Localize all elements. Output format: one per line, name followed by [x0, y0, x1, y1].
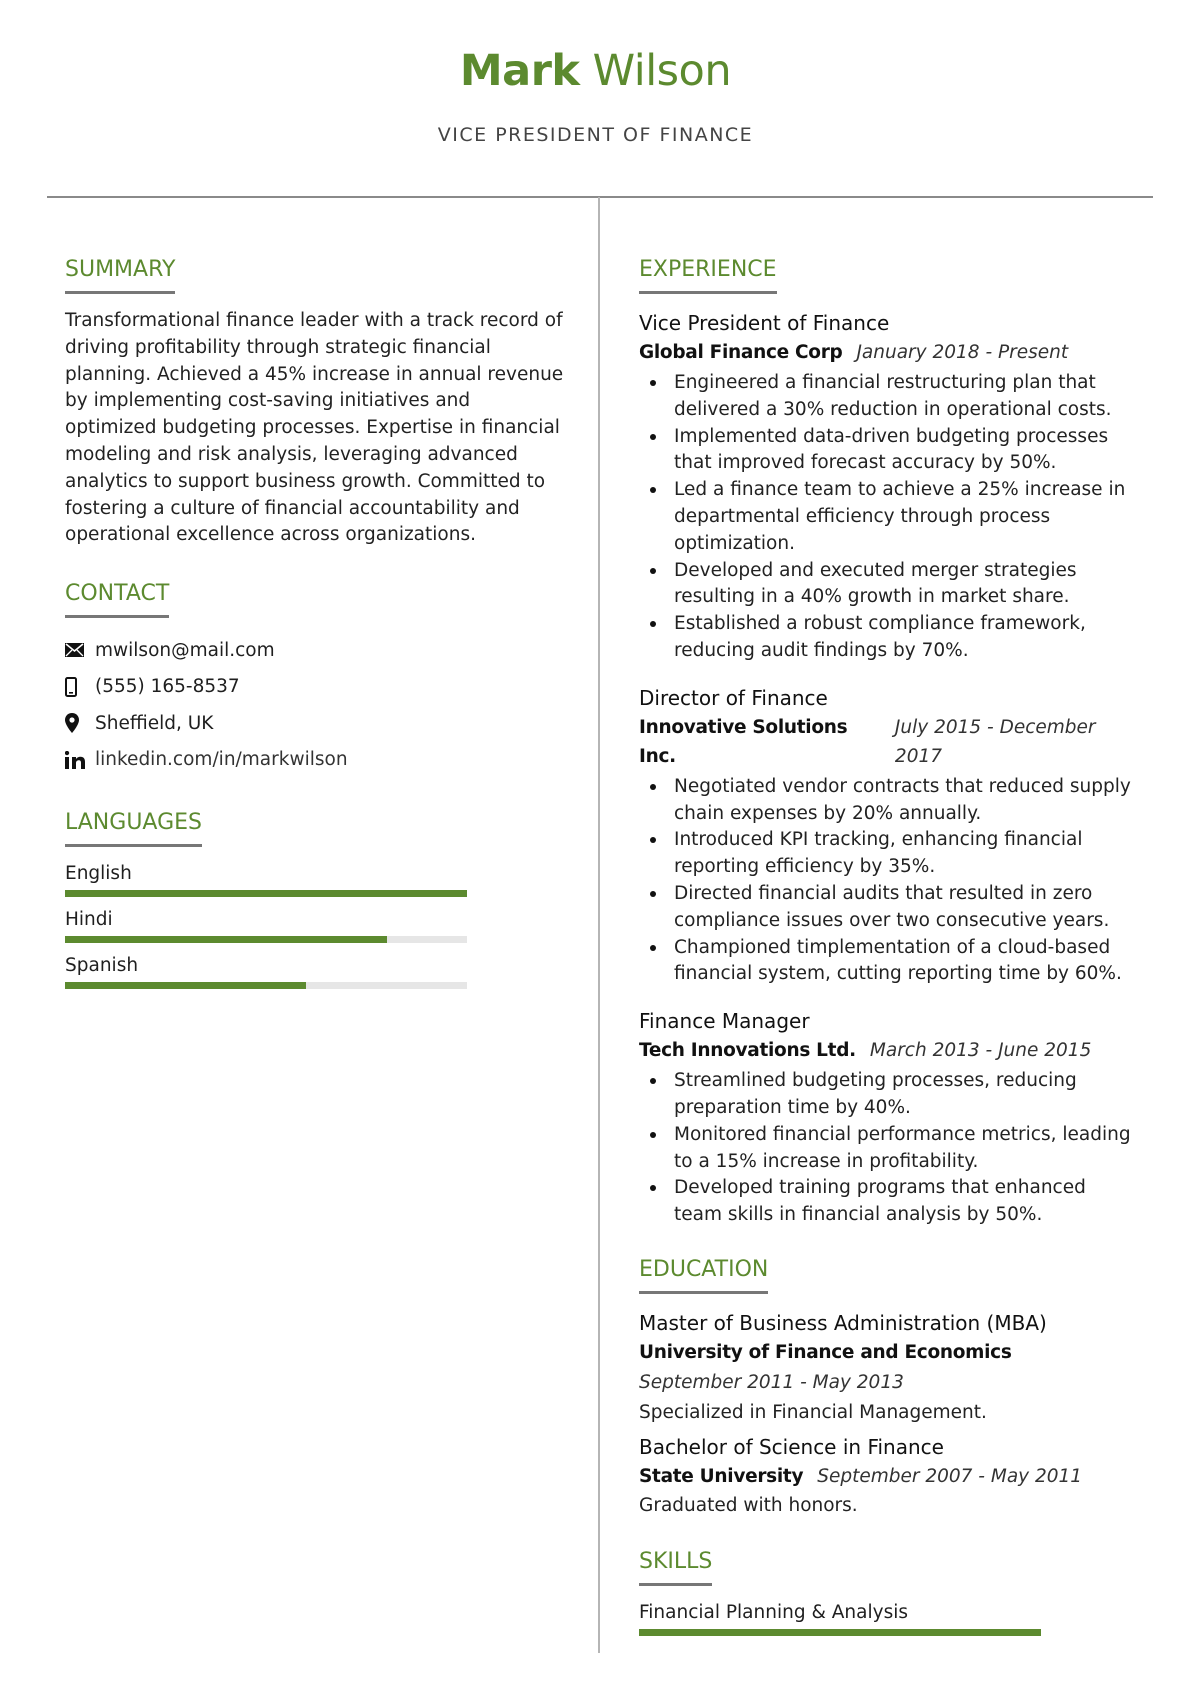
job-bullet: Negotiated vendor contracts that reduced supply chain expenses by 20% annually.	[639, 774, 1139, 828]
job-company: Innovative Solutions Inc.	[639, 716, 848, 767]
skill-name: Financial Planning & Analysis	[639, 1601, 908, 1623]
job-title-subtitle: VICE PRESIDENT OF FINANCE	[437, 124, 754, 146]
job-bullet: Championed timplementation of a cloud-based financial system, cutting reporting time by 60%.	[639, 935, 1139, 989]
languages-section	[65, 808, 565, 989]
contact-email-row	[65, 632, 565, 669]
job-dates: July 2015 - December 2017	[894, 716, 1096, 767]
header-divider	[47, 196, 1153, 198]
left-column	[65, 255, 565, 999]
job-company-line	[639, 338, 1139, 367]
education-entry	[639, 1308, 1139, 1428]
education-section	[639, 1255, 1139, 1521]
contact-phone: (555) 165-8537	[95, 676, 240, 698]
contact-location: Sheffield, UK	[95, 712, 214, 734]
column-divider	[598, 197, 600, 1653]
education-dates: September 2011 - May 2013	[639, 1371, 904, 1393]
job-bullet: Developed training programs that enhanced team skills in financial analysis by 50%.	[639, 1175, 1139, 1229]
job-title: Director of Finance	[639, 685, 828, 710]
job-company: Tech Innovations Ltd.	[639, 1040, 856, 1062]
contact-email[interactable]: mwilson@mail.com	[95, 639, 275, 661]
skills-section	[639, 1547, 1139, 1636]
language-level-bar	[65, 982, 467, 989]
language-level-fill	[65, 982, 306, 989]
education-degree: Master of Business Administration (MBA)	[639, 1310, 1047, 1335]
contact-location-row	[65, 705, 565, 742]
job-entry	[639, 1006, 1139, 1229]
education-degree: Bachelor of Science in Finance	[639, 1434, 944, 1459]
education-dates: September 2007 - May 2011	[817, 1465, 1083, 1487]
candidate-name	[0, 46, 1191, 96]
language-item	[65, 953, 565, 989]
job-bullet: Established a robust compliance framework, reducing audit findings by 70%.	[639, 611, 1139, 665]
language-item	[65, 861, 565, 897]
experience-heading: EXPERIENCE	[639, 255, 777, 294]
job-entry	[639, 308, 1139, 665]
job-bullet: Engineered a financial restructuring plan that delivered a 30% reduction in operational costs.	[639, 370, 1139, 424]
job-company-line	[639, 1036, 1139, 1065]
location-pin-icon	[65, 713, 95, 733]
job-bullet: Monitored financial performance metrics, leading to a 15% increase in profitability.	[639, 1122, 1139, 1176]
job-dates: March 2013 - June 2015	[869, 1040, 1092, 1062]
skill-item	[639, 1600, 1139, 1636]
job-bullets	[639, 1068, 1139, 1229]
education-school: University of Finance and Economics	[639, 1341, 1012, 1363]
skill-level-fill	[639, 1629, 1041, 1636]
language-level-bar	[65, 936, 467, 943]
job-bullet: Streamlined budgeting processes, reducing preparation time by 40%.	[639, 1068, 1139, 1122]
contact-section	[65, 579, 565, 778]
job-entry	[639, 683, 1139, 988]
languages-heading: LANGUAGES	[65, 808, 202, 847]
job-bullet: Directed financial audits that resulted in zero compliance issues over two consecutive years.	[639, 881, 1139, 935]
education-description: Specialized in Financial Management.	[639, 1401, 987, 1423]
mobile-phone-icon	[65, 677, 95, 697]
contact-phone-row	[65, 669, 565, 706]
education-description: Graduated with honors.	[639, 1494, 858, 1516]
right-column	[639, 255, 1139, 1636]
linkedin-icon	[65, 751, 95, 769]
language-name: English	[65, 863, 132, 885]
job-dates: January 2018 - Present	[856, 342, 1069, 363]
language-name: Hindi	[65, 909, 113, 931]
skills-heading: SKILLS	[639, 1547, 712, 1586]
first-name: Mark	[459, 46, 580, 96]
envelope-icon	[65, 643, 95, 657]
job-title: Finance Manager	[639, 1009, 810, 1034]
language-level-bar	[65, 890, 467, 897]
contact-heading: CONTACT	[65, 579, 169, 618]
job-bullet: Implemented data-driven budgeting processes that improved forecast accuracy by 50%.	[639, 424, 1139, 478]
education-school-line	[639, 1462, 1139, 1491]
summary-text: Transformational finance leader with a track record of driving profitability through strategic financial planning. Achieved a 45% increase in annual revenue by implementing cost-saving initiatives and optimized budgeting processes. Expertise in financial modeling and risk analysis, leveraging advanced analytics to support business growth. Committed to fostering a culture of financial accountability and operational excellence across organizations.	[65, 310, 564, 546]
language-level-fill	[65, 936, 387, 943]
experience-section	[639, 255, 1139, 1229]
summary-heading: SUMMARY	[65, 255, 175, 294]
education-entry	[639, 1432, 1139, 1521]
job-bullets	[639, 774, 1139, 988]
job-bullet: Led a finance team to achieve a 25% increase in departmental efficiency through process optimization.	[639, 477, 1139, 557]
job-title: Vice President of Finance	[639, 311, 890, 335]
summary-section	[65, 255, 565, 549]
job-bullets	[639, 370, 1139, 665]
job-company-line	[639, 713, 1139, 771]
language-level-fill	[65, 890, 467, 897]
job-company: Global Finance Corp	[639, 342, 843, 363]
education-school: State University	[639, 1465, 804, 1487]
contact-linkedin-row	[65, 742, 565, 779]
job-bullet: Introduced KPI tracking, enhancing financial reporting efficiency by 35%.	[639, 827, 1139, 881]
last-name: Wilson	[592, 46, 732, 96]
skill-level-bar	[639, 1629, 1041, 1636]
education-heading: EDUCATION	[639, 1255, 768, 1294]
language-item	[65, 907, 565, 943]
language-name: Spanish	[65, 955, 139, 977]
contact-linkedin[interactable]: linkedin.com/in/markwilson	[95, 749, 348, 771]
job-bullet: Developed and executed merger strategies resulting in a 40% growth in market share.	[639, 558, 1139, 612]
